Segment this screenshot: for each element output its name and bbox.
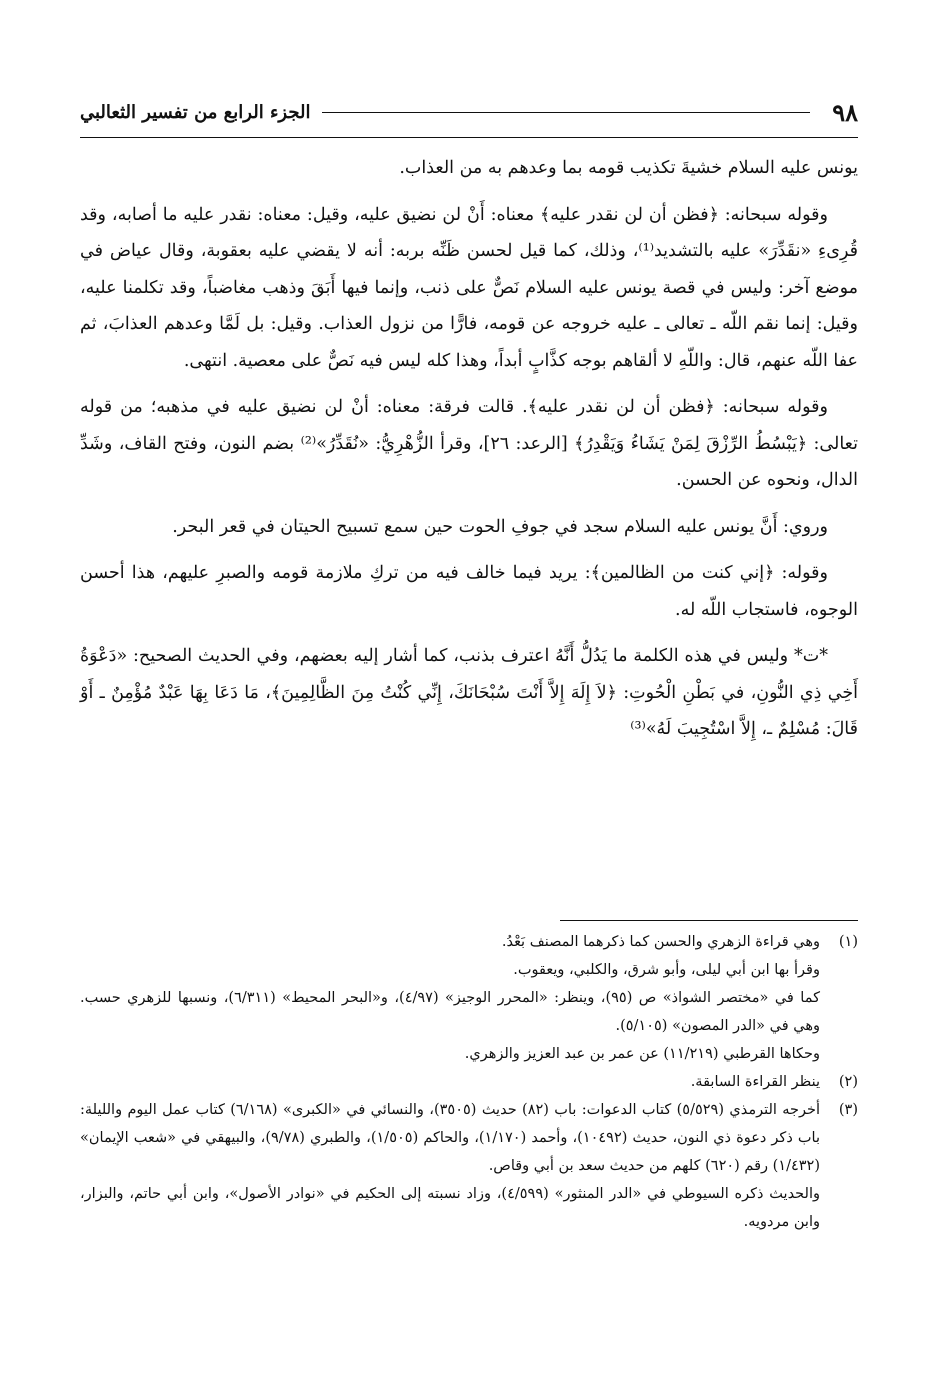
header-divider — [80, 137, 858, 138]
footnote-line: وقرأ بها ابن أبي ليلى، وأبو شرق، والكلبي، ويعقوب. — [513, 962, 820, 978]
footnote-line: ينظر القراءة السابقة. — [690, 1074, 820, 1090]
running-header — [80, 92, 858, 132]
footnote-line: كما في «مختصر الشواذ» ص (٩٥)، وينظر: «المحرر الوجيز» (٤/٩٧)، و«البحر المحيط» (٦/٣١١)، ونسبها للزهري حسب. وهي في «الدر المصون» (٥/١٠٥). — [80, 990, 820, 1034]
footnote-number: (٣) — [838, 1102, 858, 1118]
page-number: ٩٨ — [832, 97, 858, 127]
main-text — [80, 150, 858, 758]
paragraph: وقوله: ﴿إني كنت من الظالمين﴾: يريد فيما خالف فيه من تركِ ملازمة قومه والصبرِ عليهم، هذا أحسن الوجوه، فاستجاب اللّه له. — [80, 563, 858, 620]
footnote-line: وهي قراءة الزهري والحسن كما ذكرهما المصنف بَعْدُ. — [501, 934, 820, 950]
paragraph: يونس عليه السلام خشيةَ تكذيب قومه بما وعدهم به من العذاب. — [399, 158, 858, 178]
paragraph: وروي: أَنَّ يونس عليه السلام سجد في جوفِ الحوت حين سمع تسبيح الحيتان في قعر البحر. — [172, 516, 828, 537]
footnote-number: (١) — [838, 934, 858, 950]
header-rule — [322, 112, 810, 113]
footnote-divider — [560, 920, 858, 921]
footnote-line: أخرجه الترمذي (٥/٥٢٩) كتاب الدعوات: باب (٨٢) حديث (٣٥٠٥)، والنسائي في «الكبرى» (٦/١٦٨) كتاب عمل اليوم والليلة: باب ذكر دعوة ذي النون، حديث (١٠٤٩٢)، وأحمد (١/١٧٠)، والحاكم (١/٥٠٥)، والطبري (٩/٧٨)، والبيهقي في «شعب الإيمان» (١/٤٣٢) رقم (٦٢٠) كلهم من حديث سعد بن أبي وقاص. — [80, 1102, 821, 1174]
running-title: الجزء الرابع من تفسير الثعالبي — [80, 101, 311, 123]
paragraph: *ت* وليس في هذه الكلمة ما يَدُلُّ أَنَّهُ اعترف بذنب، كما أشار إليه بعضهم، وفي الحديث الصحيح: «دَعْوَةُ أَخِي ذِي النُّونِ، في بَطْنِ الْحُوتِ: ﴿لاَ إِلَهَ إِلاَّ أَنْتَ سُبْحَانَكَ، إِنِّي كُنْتُ مِنَ الظَّالِمِينَ﴾، مَا دَعَا بِهَا عَبْدٌ مُؤْمِنٌ ـ أَوْ قَالَ: مُسْلِمٌ ـ، إِلاَّ اسْتُجِيبَ لَهُ»⁽³⁾ — [80, 646, 858, 739]
footnote — [80, 928, 858, 1068]
footnote — [80, 1068, 858, 1096]
footnote-line: والحديث ذكره السيوطي في «الدر المنثور» (٤/٥٩٩)، وزاد نسبته إلى الحكيم في «نوادر الأصول»، وابن أبي حاتم، والبزار، وابن مردويه. — [80, 1186, 820, 1230]
footnotes — [80, 928, 858, 1236]
footnote-number: (٢) — [838, 1074, 858, 1090]
paragraph: وقوله سبحانه: ﴿فظن أن لن نقدر عليه﴾. قالت فرقة: معناه: أنْ لن نضيق عليه في مذهبه؛ من قوله تعالى: ﴿يَبْسُطُ الرِّزْقَ لِمَنْ يَشَاءُ وَيَقْدِرُ﴾ [الرعد: ٢٦]، وقرأ الزُّهْرِيُّ: «نُقَدِّرُ»⁽²⁾ بضم النون، وفتح القاف، وشَدِّ الدال، ونحوه عن الحسن. — [80, 397, 858, 490]
footnote — [80, 1096, 858, 1236]
footnote-line: وحكاها القرطبي (١١/٢١٩) عن عمر بن عبد العزيز والزهري. — [464, 1046, 820, 1062]
paragraph: وقوله سبحانه: ﴿فظن أن لن نقدر عليه﴾ معناه: أَنْ لن نضيق عليه، وقيل: معناه: نقدر عليه ما أصابه، وقد قُرِىءِ «نقَدِّرَ» عليه بالتشديد⁽¹⁾، وذلك، كما قيل لحسن ظَنِّه بربه: أنه لا يقضي عليه بعقوبة، وقال عياض في موضع آخر: وليس في قصة يونس عليه السلام نَصٌّ على ذنب، وإنما فيها أَبَقَ وذهب مغاضباً، وقد تكلمنا عليه، وقيل: إنما نقم اللّه ـ تعالى ـ عليه خروجه عن قومه، فارًّا من نزول العذاب. وقيل: بل لَمَّا وعدهم العذابَ، ثم عفا اللّه عنهم، قال: واللّهِ لا ألقاهم بوجه كذَّابٍ أبداً، وهذا كله ليس فيه نَصٌّ على معصية. انتهى. — [80, 204, 858, 371]
